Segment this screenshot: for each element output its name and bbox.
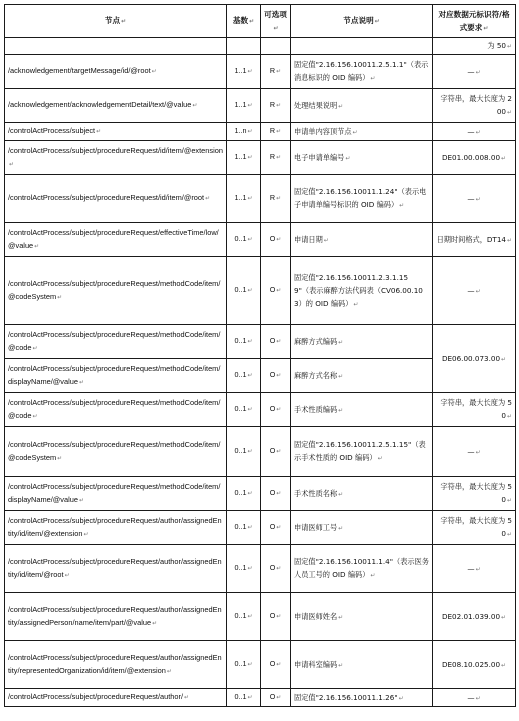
description-cell: 申请单内容顶节点↵: [291, 123, 433, 141]
optional-cell: O↵: [261, 477, 291, 511]
cardinality-cell: 0..1↵: [227, 511, 261, 545]
description-cell: 固定值"2.16.156.10011.2.5.1.15"（表示手术性质的 OID 编码）↵: [291, 427, 433, 477]
description-cell: 手术性质编码↵: [291, 393, 433, 427]
cardinality-cell: 0..1↵: [227, 545, 261, 593]
table-row: [5, 141, 516, 175]
cardinality-cell: 0..1↵: [227, 223, 261, 257]
cardinality-cell: 0..1↵: [227, 359, 261, 393]
format-cell: DE01.00.008.00↵: [433, 141, 516, 175]
node-cell: /controlActProcess/subject/procedureRequest/methodCode/item/displayName/@value↵: [5, 359, 227, 393]
table-header-row: [5, 5, 516, 38]
description-cell: 手术性质名称↵: [291, 477, 433, 511]
optional-cell: O↵: [261, 593, 291, 641]
format-cell: 为 50↵: [433, 38, 516, 55]
format-cell: —↵: [433, 689, 516, 707]
optional-cell: O↵: [261, 223, 291, 257]
table-row: [5, 89, 516, 123]
node-cell: /controlActProcess/subject/procedureRequest/id/item/@extension↵: [5, 141, 227, 175]
optional-cell: R↵: [261, 141, 291, 175]
table-row: [5, 545, 516, 593]
description-cell: 申请医师工号↵: [291, 511, 433, 545]
header-description: 节点说明↵: [291, 5, 433, 38]
optional-cell: O↵: [261, 325, 291, 359]
document-sheet: [4, 4, 515, 707]
node-cell: /controlActProcess/subject/procedureRequest/author/assignedEntity/assignedPerson/name/item/part/@value↵: [5, 593, 227, 641]
optional-cell: O↵: [261, 641, 291, 689]
format-cell: DE08.10.025.00↵: [433, 641, 516, 689]
table-row: [5, 393, 516, 427]
description-cell: 固定值"2.16.156.10011.1.24"（表示电子申请单编号标识的 OID 编码）↵: [291, 175, 433, 223]
format-cell: 字符串，最大长度为 50↵: [433, 511, 516, 545]
optional-cell: R↵: [261, 55, 291, 89]
table-row: [5, 477, 516, 511]
cardinality-cell: 1..1↵: [227, 89, 261, 123]
description-cell: 申请科室编码↵: [291, 641, 433, 689]
description-cell: 麻醉方式名称↵: [291, 359, 433, 393]
format-cell: 日期时间格式，DT14↵: [433, 223, 516, 257]
format-cell-merged: DE06.00.073.00↵: [433, 325, 516, 393]
optional-cell: O↵: [261, 393, 291, 427]
description-cell: 申请医师姓名↵: [291, 593, 433, 641]
node-cell: /controlActProcess/subject/procedureRequest/author/assignedEntity/id/item/@extension↵: [5, 511, 227, 545]
optional-cell: O↵: [261, 359, 291, 393]
table-row-continuation: [5, 38, 516, 55]
header-format: 对应数据元标识符/格式要求↵: [433, 5, 516, 38]
cardinality-cell: 1..n↵: [227, 123, 261, 141]
node-cell: /controlActProcess/subject/procedureRequest/author/assignedEntity/id/item/@root↵: [5, 545, 227, 593]
node-cell: /controlActProcess/subject/procedureRequest/methodCode/item/@codeSystem↵: [5, 427, 227, 477]
format-cell: —↵: [433, 55, 516, 89]
node-cell: /acknowledgement/acknowledgementDetail/text/@value↵: [5, 89, 227, 123]
table-row: [5, 223, 516, 257]
format-cell: 字符串，最大长度为 200↵: [433, 89, 516, 123]
optional-cell: O↵: [261, 427, 291, 477]
cardinality-cell: 1..1↵: [227, 55, 261, 89]
description-cell: 固定值"2.16.156.10011.2.3.1.159"（表示麻醉方法代码表（CV06.00.103）的 OID 编码）↵: [291, 257, 433, 325]
cardinality-cell: 0..1↵: [227, 477, 261, 511]
cardinality-cell: 0..1↵: [227, 427, 261, 477]
description-cell: 申请日期↵: [291, 223, 433, 257]
node-cell: /controlActProcess/subject/procedureRequest/id/item/@root↵: [5, 175, 227, 223]
cardinality-cell: 0..1↵: [227, 641, 261, 689]
header-optional: 可选项↵: [261, 5, 291, 38]
format-cell: DE02.01.039.00↵: [433, 593, 516, 641]
node-cell: /controlActProcess/subject/procedureRequest/methodCode/item/displayName/@value↵: [5, 477, 227, 511]
description-cell: 固定值"2.16.156.10011.1.4"（表示医务人员工号的 OID 编码）↵: [291, 545, 433, 593]
node-cell: /controlActProcess/subject/procedureRequest/methodCode/item/@code↵: [5, 393, 227, 427]
optional-cell: O↵: [261, 545, 291, 593]
cardinality-cell: 1..1↵: [227, 175, 261, 223]
node-cell: /controlActProcess/subject/procedureRequest/methodCode/item/@codeSystem↵: [5, 257, 227, 325]
cardinality-cell: 0..1↵: [227, 593, 261, 641]
optional-cell: O↵: [261, 689, 291, 707]
node-cell: /controlActProcess/subject/procedureRequest/author/↵: [5, 689, 227, 707]
optional-cell: O↵: [261, 511, 291, 545]
format-cell: —↵: [433, 123, 516, 141]
node-cell: /controlActProcess/subject/procedureRequest/methodCode/item/@code↵: [5, 325, 227, 359]
table-row: [5, 641, 516, 689]
cardinality-cell: 0..1↵: [227, 325, 261, 359]
table-row: [5, 689, 516, 707]
cardinality-cell: 0..1↵: [227, 257, 261, 325]
format-cell: 字符串，最大长度为 50↵: [433, 393, 516, 427]
table-row: [5, 427, 516, 477]
table-row: [5, 55, 516, 89]
format-cell: —↵: [433, 175, 516, 223]
format-cell: —↵: [433, 257, 516, 325]
node-cell: /controlActProcess/subject/procedureRequest/effectiveTime/low/@value↵: [5, 223, 227, 257]
data-element-table: [4, 4, 516, 707]
cardinality-cell: 0..1↵: [227, 393, 261, 427]
optional-cell: R↵: [261, 89, 291, 123]
cardinality-cell: 1..1↵: [227, 141, 261, 175]
table-row: [5, 325, 516, 359]
description-cell: 处理结果说明↵: [291, 89, 433, 123]
table-row: [5, 175, 516, 223]
format-cell: 字符串，最大长度为 50↵: [433, 477, 516, 511]
optional-cell: R↵: [261, 123, 291, 141]
optional-cell: O↵: [261, 257, 291, 325]
table-row: [5, 593, 516, 641]
node-cell: /controlActProcess/subject/procedureRequest/author/assignedEntity/representedOrganization/id/item/@extension↵: [5, 641, 227, 689]
table-row: [5, 257, 516, 325]
description-cell: 电子申请单编号↵: [291, 141, 433, 175]
optional-cell: R↵: [261, 175, 291, 223]
format-cell: —↵: [433, 427, 516, 477]
node-cell: /controlActProcess/subject↵: [5, 123, 227, 141]
node-cell: /acknowledgement/targetMessage/id/@root↵: [5, 55, 227, 89]
description-cell: 固定值"2.16.156.10011.2.5.1.1"（表示消息标识的 OID 编码）↵: [291, 55, 433, 89]
header-node: 节点↵: [5, 5, 227, 38]
description-cell: 麻醉方式编码↵: [291, 325, 433, 359]
header-cardinality: 基数↵: [227, 5, 261, 38]
table-row: [5, 123, 516, 141]
table-row: [5, 511, 516, 545]
cardinality-cell: 0..1↵: [227, 689, 261, 707]
description-cell: 固定值"2.16.156.10011.1.26"↵: [291, 689, 433, 707]
format-cell: —↵: [433, 545, 516, 593]
